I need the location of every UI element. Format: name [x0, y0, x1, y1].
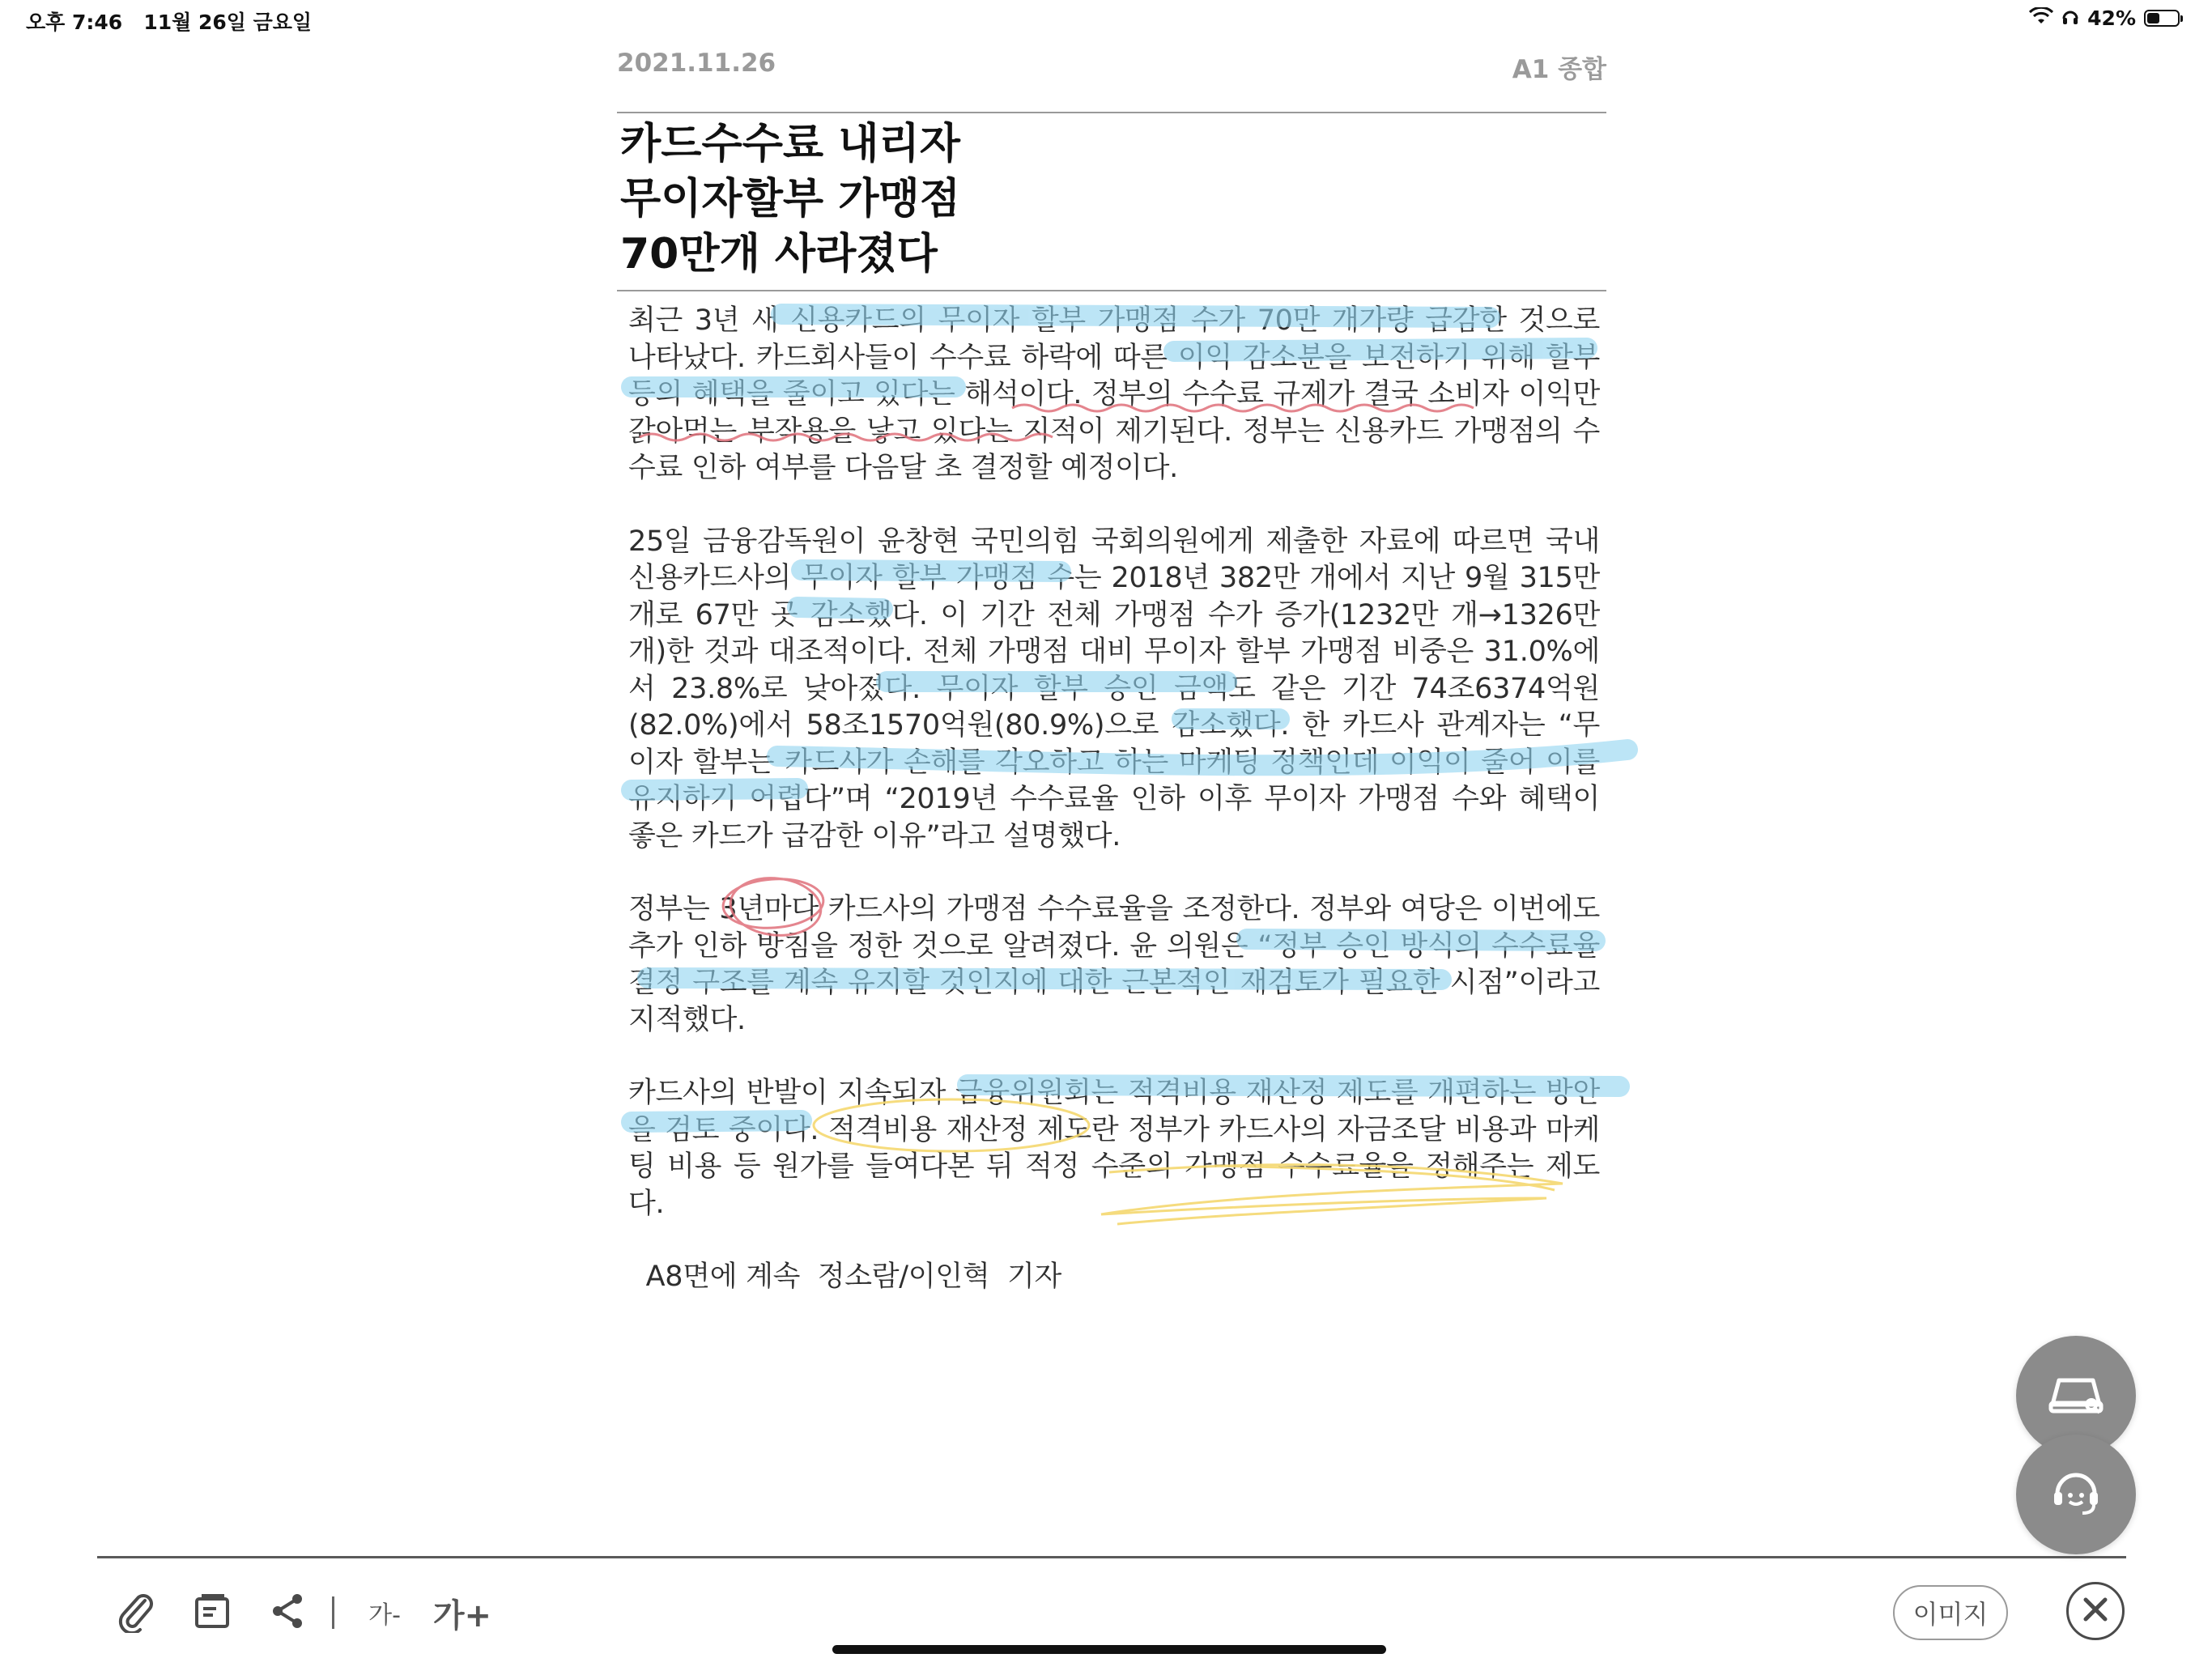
document-icon: [192, 1591, 232, 1635]
headline-line: 70만개 사라졌다: [620, 230, 938, 278]
battery-percent: 42%: [2087, 6, 2136, 30]
paperclip-icon: [114, 1589, 158, 1636]
headline-line: 카드수수료 내리자: [620, 120, 960, 168]
home-indicator[interactable]: [832, 1645, 1386, 1654]
top-divider: [617, 112, 1606, 113]
status-date: 11월 26일 금요일: [143, 11, 313, 34]
article-date: 2021.11.26: [617, 49, 776, 78]
body-paragraph: 정부는 3년마다 카드사의 가맹점 수수료율을 조정한다. 정부와 여당은 이번에도 추가 인하 방침을 정한 것으로 알려졌다. 윤 의원은 “정부 승인 방식의 수수료율 결정 구조를 계속 유지할 것인지에 대한 근본적인 재검토가 필요한 시점”이라고 지적했다.: [628, 893, 1600, 1036]
status-bar: [0, 0, 2212, 37]
article-meta: [617, 49, 1606, 96]
article: [617, 49, 1606, 1333]
status-left: [26, 6, 312, 36]
close-button[interactable]: [2066, 1582, 2125, 1640]
image-button[interactable]: 이미지: [1893, 1585, 2008, 1640]
font-decrease-button[interactable]: 가-: [368, 1601, 401, 1630]
body-paragraph: 카드사의 반발이 지속되자 금융위원회는 적격비용 재산정 제도를 개편하는 방안을 검토 중이다. 적격비용 재산정 제도란 정부가 카드사의 자금조달 비용과 마케팅 비용 등 원가를 들여다본 뒤 적정 수준의 가맹점 수수료율을 정해주는 제도다.: [628, 1077, 1600, 1220]
battery-icon: [2144, 10, 2180, 27]
article-section: A1 종합: [1512, 55, 1606, 84]
toolbar-divider: [97, 1556, 2126, 1558]
body-paragraph: 최근 3년 새 신용카드의 무이자 할부 가맹점 수가 70만 개가량 급감한 것으로 나타났다. 카드회사들이 수수료 하락에 따른 이익 감소분을 보전하기 위해 할부 등의 혜택을 줄이고 있다는 해석이다. 정부의 수수료 규제가 결국 소비자 이익만 갉아먹는 부작용을 낳고 있다는 지적이 제기된다. 정부는 신용카드 가맹점의 수수료 인하 여부를 다음달 초 결정할 예정이다.: [628, 304, 1600, 484]
headphones-icon: [2061, 6, 2079, 30]
support-button[interactable]: [2016, 1435, 2136, 1554]
wifi-icon: [2029, 6, 2053, 30]
share-icon: [268, 1591, 308, 1635]
close-icon: [2082, 1596, 2109, 1626]
reader-mode-icon: [2048, 1372, 2104, 1419]
body-paragraph: 25일 금융감독원이 윤창현 국민의힘 국회의원에게 제출한 자료에 따르면 국내 신용카드사의 무이자 할부 가맹점 수는 2018년 382만 개에서 지난 9월 315만 개로 67만 곳 감소했다. 이 기간 전체 가맹점 수가 증가(1232만 개→1326만 개)한 것과 대조적이다. 전체 가맹점 대비 무이자 할부 가맹점 비중은 31.0%에서 23.8%로 낮아졌다. 무이자 할부 승인 금액도 같은 기간 74조6374억원(82.0%)에서 58조1570억원(80.9%)으로 감소했다. 한 카드사 관계자는 “무이자 할부는 카드사가 손해를 각오하고 하는 마케팅 정책인데 이익이 줄어 이를 유지하기 어렵다”며 “2019년 수수료율 인하 이후 무이자 가맹점 수와 혜택이 좋은 카드가 급감한 이유”라고 설명했다.: [628, 525, 1600, 852]
headline-divider: [617, 290, 1606, 291]
share-button[interactable]: [262, 1587, 314, 1639]
status-right: [2029, 6, 2180, 30]
status-time: 오후 7:46: [26, 11, 123, 34]
attach-button[interactable]: [110, 1587, 162, 1639]
document-button[interactable]: [186, 1587, 238, 1639]
headline-line: 무이자할부 가맹점: [620, 175, 960, 223]
article-body: [628, 303, 1600, 1296]
byline: A8면에 계속 정소람/이인혁 기자: [628, 1261, 1062, 1293]
headline: [620, 117, 1606, 282]
font-increase-button[interactable]: 가+: [432, 1596, 492, 1635]
toolbar-separator: [330, 1587, 337, 1639]
battery-level-fill: [2147, 13, 2159, 23]
support-agent-icon: [2048, 1465, 2104, 1524]
